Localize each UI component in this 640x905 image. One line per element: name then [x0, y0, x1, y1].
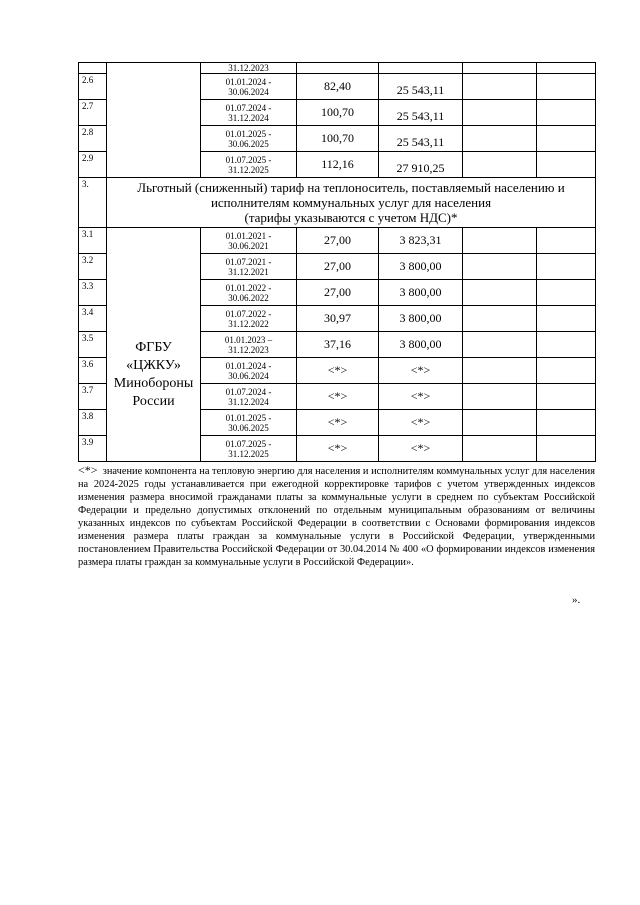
tariff-value: 25 543,11 — [379, 74, 463, 100]
row-number: 2.8 — [79, 126, 107, 152]
tariff-value: <*> — [379, 410, 463, 436]
organization-cell-continued — [107, 63, 201, 178]
closing-quote: ». — [572, 594, 581, 606]
footnote-text: значение компонента на тепловую энергию для населения и исполнителям коммунальных услуг для населения на 2024-2025 годы устанавливается при ежегодной корректировке тарифов с учетом утвержденных индексов изменения размера вносимой гражданами платы за коммунальные услуги в среднем по субъектам Российской Федерации и предельно допустимых отклонений по отдельным муниципальным образованиям от величины указанных индексов по субъектам Российской Федерации в соответствии с Основами формирования индексов изменения размера платы граждан за коммунальные услуги в Российской Федерации, утвержденными постановлением Правительства Российской Федерации от 30.04.2014 № 400 «О формировании индексов изменения размера платы граждан за коммунальные услуги в Российской Федерации». — [78, 466, 596, 568]
row-number: 2.9 — [79, 152, 107, 178]
tariff-value: 100,70 — [297, 126, 379, 152]
period-cell: 01.07.2025 - 31.12.2025 — [201, 436, 297, 462]
tariff-table — [78, 62, 596, 462]
section-title: Льготный (сниженный) тариф на теплоноситель, поставляемый населению и исполнителям коммунальных услуг для населения (тарифы указываются с учетом НДС)* — [107, 178, 596, 228]
tariff-value: 3 800,00 — [379, 332, 463, 358]
tariff-value: <*> — [297, 410, 379, 436]
period-cell: 31.12.2023 — [201, 63, 297, 74]
period-cell: 01.01.2025 - 30.06.2025 — [201, 410, 297, 436]
tariff-value: 112,16 — [297, 152, 379, 178]
period-cell: 01.07.2022 - 31.12.2022 — [201, 306, 297, 332]
row-number: 3.5 — [79, 332, 107, 358]
tariff-value: 3 823,31 — [379, 228, 463, 254]
row-number: 3.9 — [79, 436, 107, 462]
tariff-value: <*> — [297, 358, 379, 384]
tariff-value: <*> — [297, 436, 379, 462]
row-number: 2.7 — [79, 100, 107, 126]
tariff-value: 30,97 — [297, 306, 379, 332]
tariff-value: 3 800,00 — [379, 254, 463, 280]
period-cell: 01.01.2025 - 30.06.2025 — [201, 126, 297, 152]
tariff-value: 27,00 — [297, 280, 379, 306]
period-cell: 01.01.2023 – 31.12.2023 — [201, 332, 297, 358]
tariff-value: 27,00 — [297, 254, 379, 280]
row-number: 3.7 — [79, 384, 107, 410]
tariff-value: 27 910,25 — [379, 152, 463, 178]
row-number: 2.6 — [79, 74, 107, 100]
tariff-value: 37,16 — [297, 332, 379, 358]
footnote — [78, 464, 595, 569]
tariff-value: <*> — [379, 436, 463, 462]
row-number: 3.4 — [79, 306, 107, 332]
tariff-value: 27,00 — [297, 228, 379, 254]
table-row — [79, 228, 596, 254]
organization-cell: ФГБУ «ЦЖКУ» Минобороны России — [107, 228, 201, 462]
footnote-marker: <*> — [78, 463, 98, 477]
row-number: 3.2 — [79, 254, 107, 280]
table-row — [79, 63, 596, 74]
period-cell: 01.01.2021 - 30.06.2021 — [201, 228, 297, 254]
tariff-value: <*> — [297, 384, 379, 410]
period-cell: 01.07.2021 - 31.12.2021 — [201, 254, 297, 280]
row-number: 3.8 — [79, 410, 107, 436]
tariff-value: 25 543,11 — [379, 100, 463, 126]
section-header-row — [79, 178, 596, 228]
period-cell: 01.07.2024 - 31.12.2024 — [201, 384, 297, 410]
tariff-value: 3 800,00 — [379, 280, 463, 306]
tariff-value: 3 800,00 — [379, 306, 463, 332]
tariff-value: <*> — [379, 384, 463, 410]
row-number: 3.3 — [79, 280, 107, 306]
period-cell: 01.07.2024 - 31.12.2024 — [201, 100, 297, 126]
period-cell: 01.01.2024 - 30.06.2024 — [201, 358, 297, 384]
period-cell: 01.07.2025 - 31.12.2025 — [201, 152, 297, 178]
row-number: 3.1 — [79, 228, 107, 254]
tariff-value: <*> — [379, 358, 463, 384]
tariff-value: 100,70 — [297, 100, 379, 126]
period-cell: 01.01.2022 - 30.06.2022 — [201, 280, 297, 306]
section-number: 3. — [79, 178, 107, 228]
tariff-value: 25 543,11 — [379, 126, 463, 152]
row-number: 3.6 — [79, 358, 107, 384]
period-cell: 01.01.2024 - 30.06.2024 — [201, 74, 297, 100]
tariff-value: 82,40 — [297, 74, 379, 100]
